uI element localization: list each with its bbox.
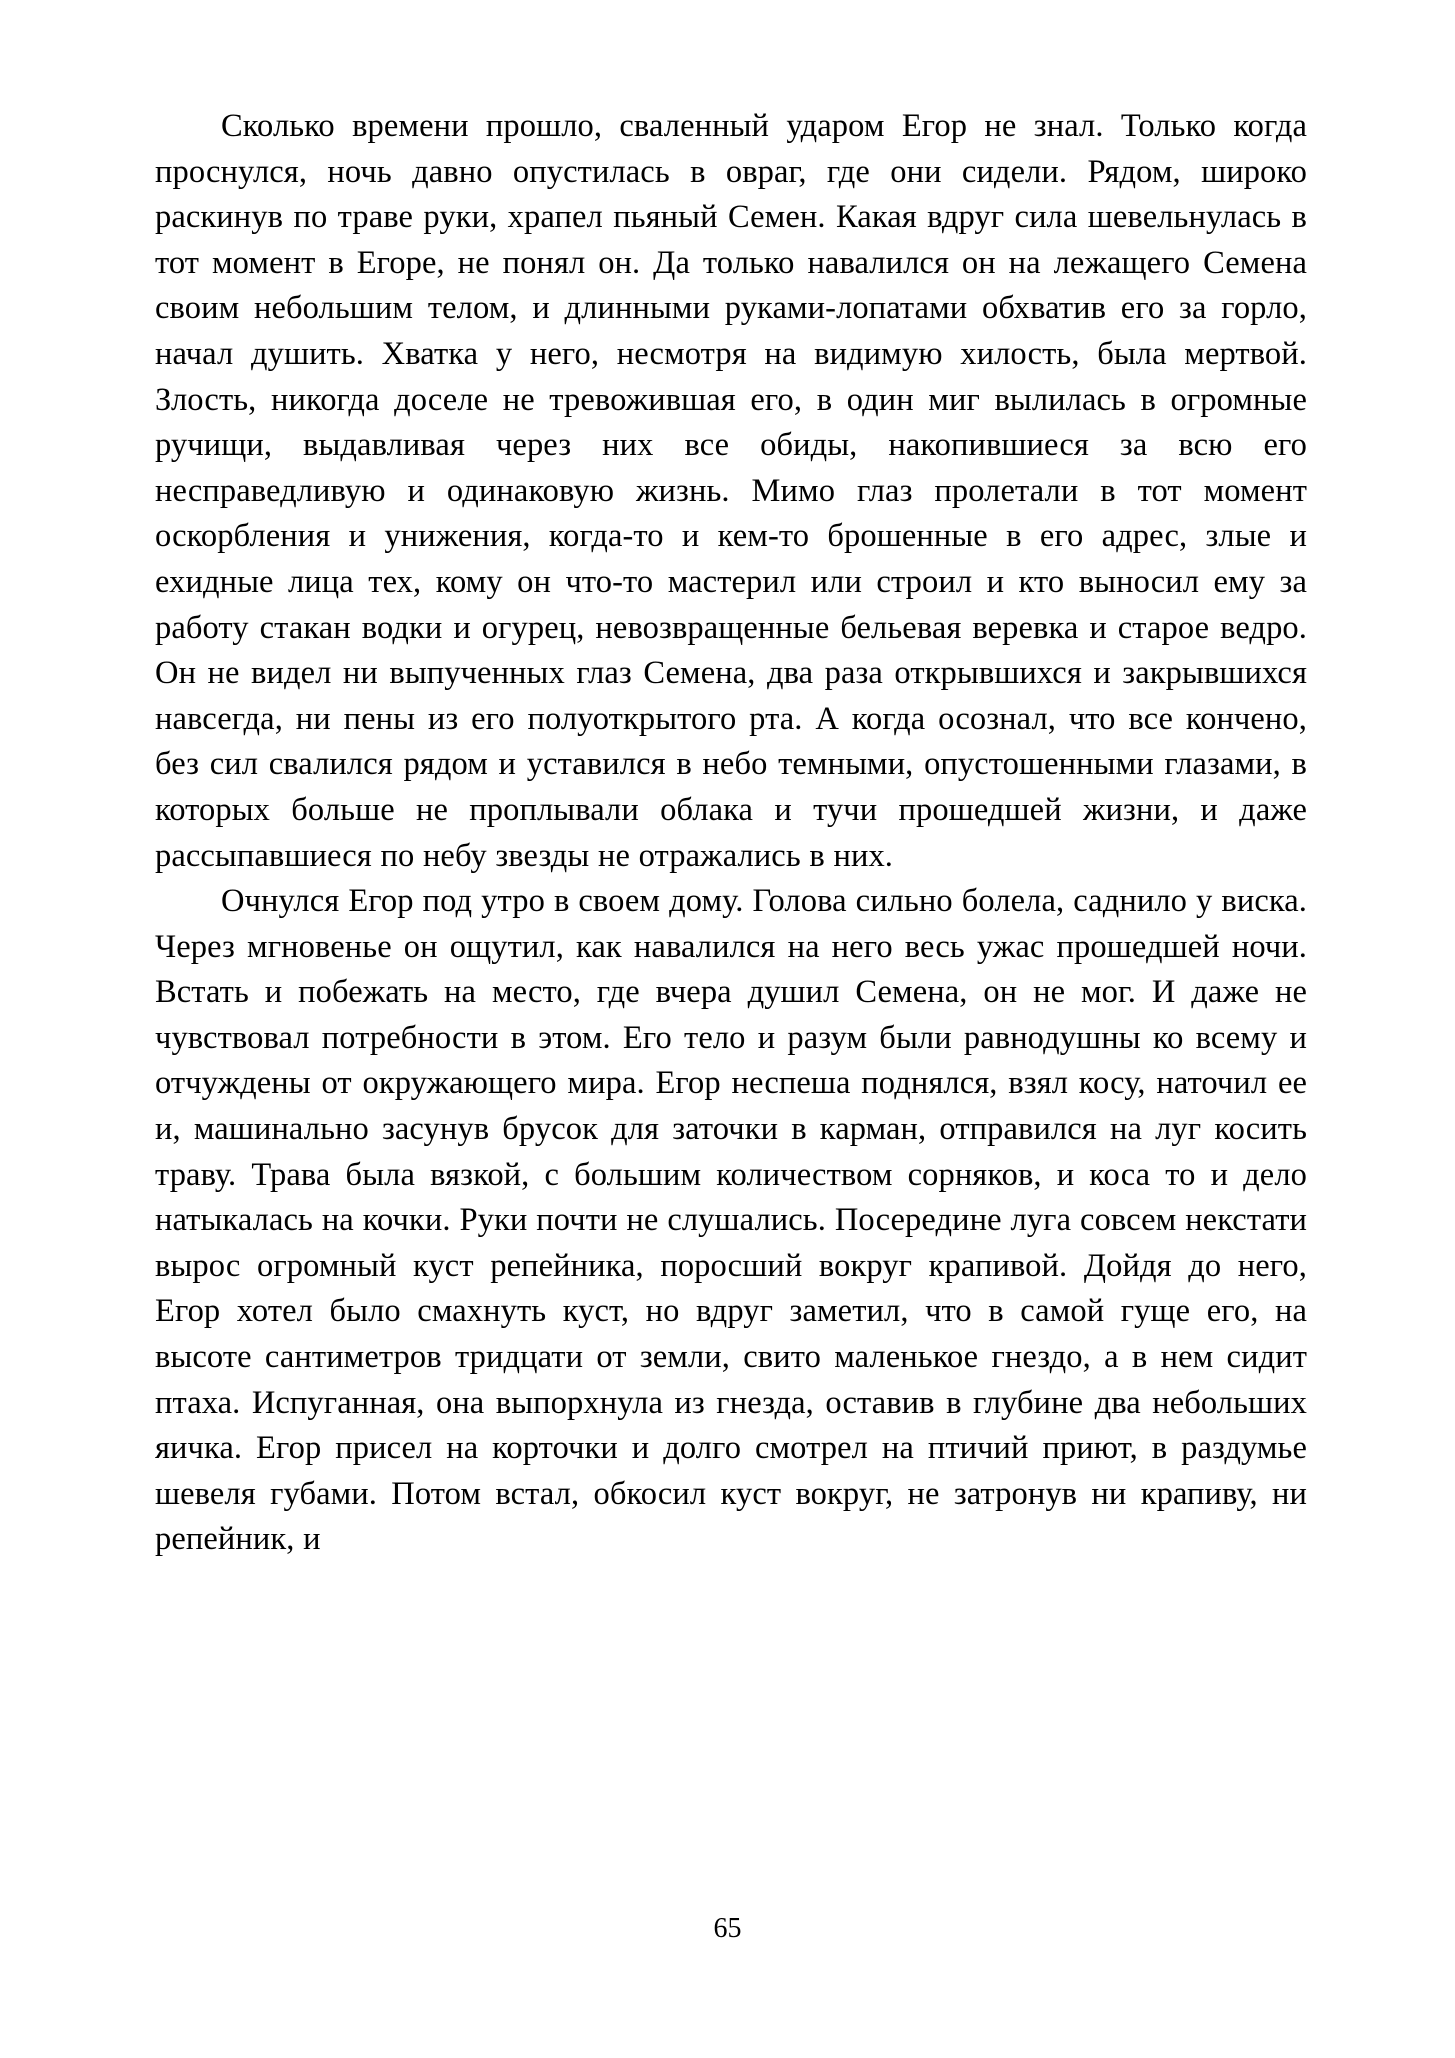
paragraph-1: Сколько времени прошло, сваленный ударом Егор не знал. Только когда проснулся, ночь давно опустилась в овраг, где они сидели. Рядом, широко раскинув по траве руки, храпел пьяный Семен. Какая вдруг сила шевельнулась в тот момент в Егоре, не понял он. Да только навалился он на лежащего Семена своим небольшим телом, и длинными руками-лопатами обхватив его за горло, начал душить. Хватка у него, несмотря на видимую хилость, была мертвой. Злость, никогда доселе не тревожившая его, в один миг вылилась в огромные ручищи, выдавливая через них все обиды, накопившиеся за всю его несправедливую и одинаковую жизнь. Мимо глаз пролетали в тот момент оскорбления и унижения, когда-то и кем-то брошенные в его адрес, злые и ехидные лица тех, кому он что-то мастерил или строил и кто выносил ему за работу стакан водки и огурец, невозвращенные бельевая веревка и старое ведро. Он не видел ни выпученных глаз Семена, два раза открывшихся и закрывшихся навсегда, ни пены из его полуоткрытого рта. А когда осознал, что все кончено, без сил свалился рядом и уставился в небо темными, опустошенными глазами, в которых больше не проплывали облака и тучи прошедшей жизни, и даже рассыпавшиеся по небу звезды не отражались в них.	[155, 108, 1307, 874]
body-text-column	[155, 104, 1307, 1563]
paragraph-2: Очнулся Егор под утро в своем дому. Голова сильно болела, саднило у виска. Через мгновенье он ощутил, как навалился на него весь ужас прошедшей ночи. Встать и побежать на место, где вчера душил Семена, он не мог. И даже не чувствовал потребности в этом. Его тело и разум были равнодушны ко всему и отчуждены от окружающего мира. Егор неспеша поднялся, взял косу, наточил ее и, машинально засунув брусок для заточки в карман, отправился на луг косить траву. Трава была вязкой, с большим количеством сорняков, и коса то и дело натыкалась на кочки. Руки почти не слушались. Посередине луга совсем некстати вырос огромный куст репейника, поросший вокруг крапивой. Дойдя до него, Егор хотел было смахнуть куст, но вдруг заметил, что в самой гуще его, на высоте сантиметров тридцати от земли, свито маленькое гнездо, а в нем сидит птаха. Испуганная, она выпорхнула из гнезда, оставив в глубине два небольших яичка. Егор присел на корточки и долго смотрел на птичий приют, в раздумье шевеля губами. Потом встал, обкосил куст вокруг, не затронув ни крапиву, ни репейник, и	[155, 883, 1307, 1558]
page-number: 65	[713, 1913, 742, 1944]
